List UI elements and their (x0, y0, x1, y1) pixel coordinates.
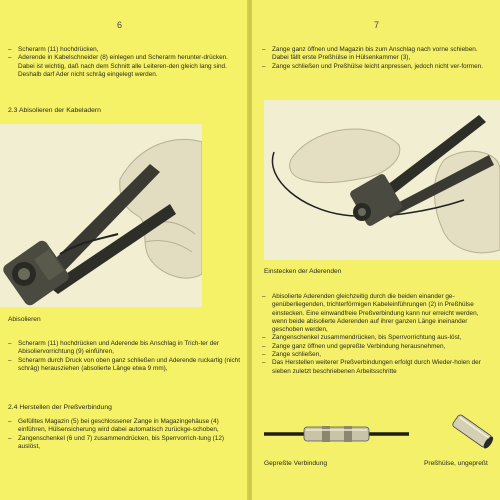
list-item: – Zange schließen und Preßhülse leicht anpressen, jedoch nicht ver-formen. (262, 63, 494, 71)
list-item: – Zange schließen, (262, 351, 494, 359)
page-number: 7 (374, 20, 380, 30)
list-item: – Gefülltes Magazin (5) bei geschlossener Zange in Magazingehäuse (4) einführen, Hülsensicherung wird dabei automatisch zurückge-schoben, (8, 418, 240, 435)
pressed-connection-illustration (264, 414, 409, 450)
list-item: – Scherarm (11) hochdrücken, (8, 46, 240, 54)
figure-caption: Abisolieren (8, 316, 41, 323)
instruction-list (8, 46, 240, 79)
list-item: – Aderende in Kabelschneider (8) einlegen und Scherarm herunter-drücken. Dabei ist wichtig, daß nach dem Schnitt alle Leiteren-den gleich lang sind. Deshalb darf Ader nicht schräg eingelegt werden. (8, 54, 240, 79)
list-item: – Zange ganz öffnen und Magazin bis zum Anschlag nach vorne schieben. Dabei fällt erste Preßhülse in Hülsenkammer (3), (262, 46, 494, 63)
right-page (252, 0, 500, 500)
list-item: – Abisolierte Aderenden gleichzeitig durch die beiden einander ge-genüberliegenden, trichterförmigen Kabeleinführungen (2) in Preßhülse einstecken. Eine einwandfreie Preßverbindung kann nur erreicht werden, wenn beide abisolierte Aderenden auf ihrer ganzen Länge ineinander geschoben werden, (262, 293, 494, 334)
crimping-tool-photo (0, 124, 202, 307)
instruction-list (8, 340, 240, 373)
list-item: – Zangenschenkel zusammendrücken, bis Sperrvorrichtung aus-löst, (262, 334, 494, 342)
list-item: – Scherarm durch Druck von oben ganz schließen und Aderende ruckartig (nicht schräg) herausziehen (absolierte Länge etwa 9 mm), (8, 357, 240, 374)
instruction-list (262, 46, 494, 71)
list-item: – Zangenschenkel (6 und 7) zusammendrücken, bis Sperrvorrich-tung (12) auslöst, (8, 435, 240, 452)
figure-caption: Gepreßte Verbindung (264, 460, 328, 467)
insertion-photo (264, 100, 500, 260)
instruction-list (8, 418, 240, 451)
section-heading: 2.3 Abisolieren der Kabeladern (8, 107, 101, 114)
section-heading: 2.4 Herstellen der Preßverbindung (8, 404, 112, 411)
figure-caption: Einstecken der Aderenden (264, 268, 342, 275)
list-item: – Scherarm (11) hochdrücken und Aderende bis Anschlag in Trich-ter der Abisoliervorrichtung (9) einführen, (8, 340, 240, 357)
list-item: – Zange ganz öffnen und gepreßte Verbindung herausnehmen, (262, 343, 494, 351)
page-number: 6 (117, 20, 123, 30)
list-item: – Das Herstellen weiterer Preßverbindungen erfolgt durch Wieder-holen der sieben zuletzt beschriebenen Arbeitsschritte (262, 359, 494, 376)
figure-caption: Preßhülse, ungepreßt (424, 460, 488, 467)
instruction-list (262, 293, 494, 376)
crimp-sleeve-illustration (448, 412, 496, 450)
left-page (0, 0, 248, 500)
